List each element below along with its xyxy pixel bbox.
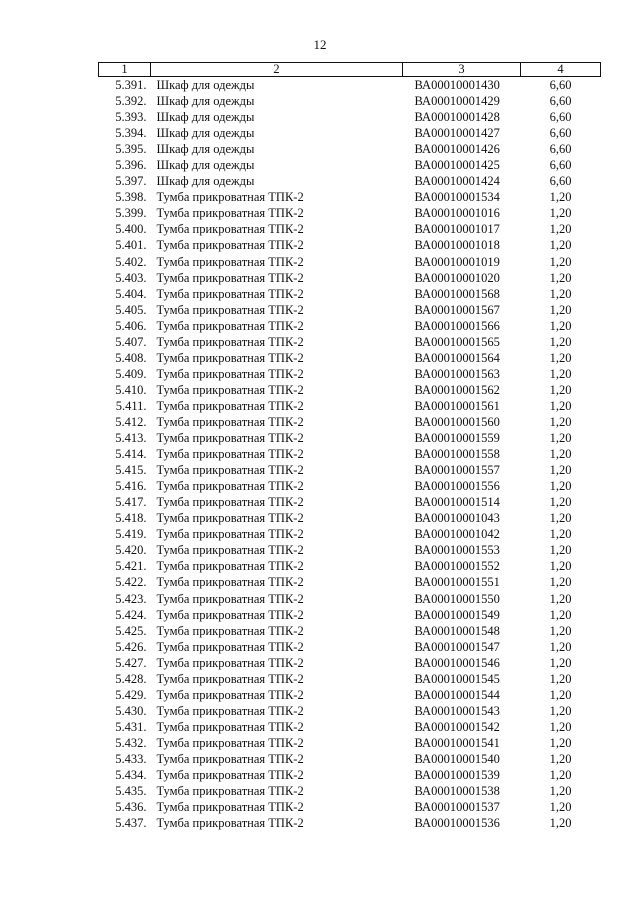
item-value: 1,20 (549, 751, 572, 766)
row-number: 5.405. (115, 302, 147, 317)
item-value: 1,20 (549, 447, 572, 462)
inventory-code: ВА00010001547 (414, 639, 500, 654)
item-name: Тумба прикроватная ТПК-2 (156, 398, 304, 413)
row-number: 5.404. (115, 286, 147, 301)
inventory-code: ВА00010001563 (414, 366, 500, 381)
inventory-code: ВА00010001546 (414, 655, 500, 670)
item-name: Тумба прикроватная ТПК-2 (156, 703, 304, 718)
item-name: Тумба прикроватная ТПК-2 (156, 511, 304, 526)
table-row (99, 109, 601, 125)
row-number: 5.420. (115, 543, 147, 558)
table-row (99, 767, 601, 783)
item-value: 1,20 (549, 575, 572, 590)
row-number: 5.436. (115, 800, 147, 815)
row-number: 5.430. (115, 703, 147, 718)
row-number: 5.435. (115, 784, 147, 799)
item-name: Тумба прикроватная ТПК-2 (156, 302, 304, 317)
item-name: Тумба прикроватная ТПК-2 (156, 254, 304, 269)
row-number: 5.391. (115, 78, 147, 93)
item-value: 1,20 (549, 206, 572, 221)
table-row (99, 478, 601, 494)
inventory-code: ВА00010001544 (414, 687, 500, 702)
table-row (99, 639, 601, 655)
item-name: Шкаф для одежды (156, 110, 255, 125)
inventory-code: ВА00010001430 (414, 78, 500, 93)
table-row (99, 270, 601, 286)
row-number: 5.409. (115, 366, 147, 381)
row-number: 5.423. (115, 591, 147, 606)
item-value: 1,20 (549, 270, 572, 285)
inventory-code: ВА00010001566 (414, 318, 500, 333)
item-value: 1,20 (549, 735, 572, 750)
column-header-4: 4 (521, 63, 601, 77)
item-value: 6,60 (549, 158, 572, 173)
item-name: Тумба прикроватная ТПК-2 (156, 671, 304, 686)
item-name: Тумба прикроватная ТПК-2 (156, 527, 304, 542)
inventory-code: ВА00010001567 (414, 302, 500, 317)
inventory-code: ВА00010001538 (414, 784, 500, 799)
table-row (99, 591, 601, 607)
item-value: 6,60 (549, 78, 572, 93)
table-row (99, 254, 601, 270)
page-number: 12 (313, 37, 327, 52)
inventory-code: ВА00010001043 (414, 511, 500, 526)
inventory-code: ВА00010001541 (414, 735, 500, 750)
table-row (99, 558, 601, 574)
item-name: Шкаф для одежды (156, 174, 255, 189)
item-value: 1,20 (549, 784, 572, 799)
item-name: Тумба прикроватная ТПК-2 (156, 751, 304, 766)
item-name: Тумба прикроватная ТПК-2 (156, 222, 304, 237)
item-value: 1,20 (549, 463, 572, 478)
item-value: 1,20 (549, 623, 572, 638)
row-number: 5.422. (115, 575, 147, 590)
table-row (99, 350, 601, 366)
table-row (99, 719, 601, 735)
inventory-code: ВА00010001426 (414, 142, 500, 157)
item-name: Тумба прикроватная ТПК-2 (156, 816, 304, 831)
table-row (99, 783, 601, 799)
inventory-code: ВА00010001424 (414, 174, 500, 189)
inventory-code: ВА00010001568 (414, 286, 500, 301)
table-row (99, 574, 601, 590)
item-value: 1,20 (549, 302, 572, 317)
table-row (99, 205, 601, 221)
table-row (99, 799, 601, 815)
row-number: 5.412. (115, 415, 147, 429)
table-row (99, 703, 601, 719)
row-number: 5.428. (115, 671, 147, 686)
row-number: 5.400. (115, 222, 147, 237)
item-name: Тумба прикроватная ТПК-2 (156, 623, 304, 638)
inventory-code: ВА00010001551 (414, 575, 500, 590)
table-row (99, 221, 601, 237)
row-number: 5.408. (115, 350, 147, 365)
item-value: 6,60 (549, 142, 572, 157)
item-name: Шкаф для одежды (156, 94, 255, 109)
inventory-code: ВА00010001557 (414, 463, 500, 478)
item-value: 1,20 (549, 671, 572, 686)
item-value: 1,20 (549, 591, 572, 606)
inventory-code: ВА00010001564 (414, 350, 500, 365)
row-number: 5.421. (115, 559, 147, 574)
item-value: 1,20 (549, 254, 572, 269)
inventory-code: ВА00010001427 (414, 126, 500, 141)
row-number: 5.437. (115, 816, 147, 831)
item-name: Тумба прикроватная ТПК-2 (156, 206, 304, 221)
table-row (99, 751, 601, 767)
item-name: Тумба прикроватная ТПК-2 (156, 784, 304, 799)
inventory-code: ВА00010001016 (414, 206, 500, 221)
item-value: 1,20 (549, 800, 572, 815)
row-number: 5.419. (115, 527, 147, 542)
table-row (99, 607, 601, 623)
inventory-code: ВА00010001560 (414, 415, 500, 429)
table-row (99, 735, 601, 751)
item-name: Тумба прикроватная ТПК-2 (156, 463, 304, 478)
row-number: 5.429. (115, 687, 147, 702)
inventory-code: ВА00010001562 (414, 382, 500, 397)
inventory-code: ВА00010001534 (414, 190, 500, 205)
item-value: 1,20 (549, 238, 572, 253)
item-name: Тумба прикроватная ТПК-2 (156, 543, 304, 558)
item-value: 6,60 (549, 126, 572, 141)
item-name: Тумба прикроватная ТПК-2 (156, 607, 304, 622)
table-row (99, 302, 601, 318)
item-name: Тумба прикроватная ТПК-2 (156, 318, 304, 333)
item-name: Тумба прикроватная ТПК-2 (156, 495, 304, 510)
row-number: 5.397. (115, 174, 147, 189)
item-name: Тумба прикроватная ТПК-2 (156, 447, 304, 462)
inventory-code: ВА00010001428 (414, 110, 500, 125)
table-row (99, 623, 601, 639)
table-row (99, 334, 601, 350)
item-name: Тумба прикроватная ТПК-2 (156, 431, 304, 446)
inventory-table (98, 62, 601, 831)
item-value: 1,20 (549, 703, 572, 718)
inventory-code: ВА00010001536 (414, 816, 500, 831)
inventory-code: ВА00010001018 (414, 238, 500, 253)
item-name: Тумба прикроватная ТПК-2 (156, 415, 304, 429)
column-header-1: 1 (99, 63, 151, 77)
item-value: 1,20 (549, 334, 572, 349)
inventory-code: ВА00010001514 (414, 495, 500, 510)
table-row (99, 382, 601, 398)
row-number: 5.402. (115, 254, 147, 269)
item-name: Тумба прикроватная ТПК-2 (156, 479, 304, 494)
row-number: 5.433. (115, 751, 147, 766)
row-number: 5.411. (115, 398, 147, 413)
item-name: Шкаф для одежды (156, 142, 255, 157)
inventory-code: ВА00010001020 (414, 270, 500, 285)
inventory-code: ВА00010001537 (414, 800, 500, 815)
item-value: 6,60 (549, 174, 572, 189)
column-header-3: 3 (403, 63, 521, 77)
inventory-code: ВА00010001539 (414, 768, 500, 783)
row-number: 5.396. (115, 158, 147, 173)
item-name: Тумба прикроватная ТПК-2 (156, 190, 304, 205)
item-value: 1,20 (549, 350, 572, 365)
item-value: 1,20 (549, 511, 572, 526)
inventory-code: ВА00010001042 (414, 527, 500, 542)
inventory-code: ВА00010001545 (414, 671, 500, 686)
item-name: Шкаф для одежды (156, 78, 255, 93)
table-row (99, 510, 601, 526)
inventory-code: ВА00010001548 (414, 623, 500, 638)
item-name: Шкаф для одежды (156, 126, 255, 141)
item-value: 1,20 (549, 190, 572, 205)
item-name: Тумба прикроватная ТПК-2 (156, 591, 304, 606)
inventory-code: ВА00010001556 (414, 479, 500, 494)
row-number: 5.425. (115, 623, 147, 638)
item-name: Тумба прикроватная ТПК-2 (156, 270, 304, 285)
item-name: Тумба прикроватная ТПК-2 (156, 286, 304, 301)
table-row (99, 671, 601, 687)
item-name: Тумба прикроватная ТПК-2 (156, 639, 304, 654)
row-number: 5.401. (115, 238, 147, 253)
row-number: 5.392. (115, 94, 147, 109)
inventory-code: ВА00010001425 (414, 158, 500, 173)
row-number: 5.414. (115, 447, 147, 462)
table-row (99, 398, 601, 414)
inventory-code: ВА00010001543 (414, 703, 500, 718)
table-row (99, 318, 601, 334)
table-row (99, 77, 601, 94)
inventory-code: ВА00010001550 (414, 591, 500, 606)
item-name: Тумба прикроватная ТПК-2 (156, 719, 304, 734)
inventory-code: ВА00010001542 (414, 719, 500, 734)
item-name: Тумба прикроватная ТПК-2 (156, 735, 304, 750)
item-value: 1,20 (549, 543, 572, 558)
item-name: Тумба прикроватная ТПК-2 (156, 238, 304, 253)
table-header (99, 63, 601, 77)
item-value: 1,20 (549, 479, 572, 494)
item-value: 1,20 (549, 366, 572, 381)
inventory-code: ВА00010001565 (414, 334, 500, 349)
table-row (99, 446, 601, 462)
item-value: 1,20 (549, 318, 572, 333)
column-header-2: 2 (151, 63, 403, 77)
table-row (99, 189, 601, 205)
item-name: Тумба прикроватная ТПК-2 (156, 366, 304, 381)
table-body (99, 77, 601, 832)
row-number: 5.424. (115, 607, 147, 622)
table-row (99, 141, 601, 157)
table-row (99, 237, 601, 253)
item-value: 1,20 (549, 286, 572, 301)
item-value: 1,20 (549, 607, 572, 622)
row-number: 5.406. (115, 318, 147, 333)
item-value: 6,60 (549, 110, 572, 125)
item-value: 1,20 (549, 527, 572, 542)
inventory-code: ВА00010001540 (414, 751, 500, 766)
row-number: 5.432. (115, 735, 147, 750)
item-value: 1,20 (549, 222, 572, 237)
item-value: 1,20 (549, 495, 572, 510)
row-number: 5.431. (115, 719, 147, 734)
item-value: 1,20 (549, 719, 572, 734)
row-number: 5.413. (115, 431, 147, 446)
item-name: Тумба прикроватная ТПК-2 (156, 655, 304, 670)
inventory-code: ВА00010001552 (414, 559, 500, 574)
inventory-code: ВА00010001017 (414, 222, 500, 237)
row-number: 5.418. (115, 511, 147, 526)
header-row (99, 63, 601, 77)
row-number: 5.393. (115, 110, 147, 125)
row-number: 5.417. (115, 495, 147, 510)
row-number: 5.403. (115, 270, 147, 285)
inventory-code: ВА00010001019 (414, 254, 500, 269)
item-name: Тумба прикроватная ТПК-2 (156, 575, 304, 590)
table-row (99, 125, 601, 141)
item-value: 1,20 (549, 816, 572, 831)
item-value: 1,20 (549, 687, 572, 702)
table-row (99, 93, 601, 109)
row-number: 5.415. (115, 463, 147, 478)
table-row (99, 366, 601, 382)
item-name: Тумба прикроватная ТПК-2 (156, 768, 304, 783)
item-name: Тумба прикроватная ТПК-2 (156, 559, 304, 574)
table-row (99, 542, 601, 558)
row-number: 5.410. (115, 382, 147, 397)
table-row (99, 815, 601, 831)
row-number: 5.394. (115, 126, 147, 141)
item-name: Тумба прикроватная ТПК-2 (156, 382, 304, 397)
item-value: 1,20 (549, 398, 572, 413)
inventory-code: ВА00010001561 (414, 398, 500, 413)
table-row (99, 157, 601, 173)
row-number: 5.427. (115, 655, 147, 670)
item-value: 1,20 (549, 768, 572, 783)
item-value: 1,20 (549, 415, 572, 429)
row-number: 5.434. (115, 768, 147, 783)
table-row (99, 462, 601, 478)
row-number: 5.426. (115, 639, 147, 654)
item-name: Шкаф для одежды (156, 158, 255, 173)
table-row (99, 414, 601, 430)
inventory-code: ВА00010001549 (414, 607, 500, 622)
table-row (99, 526, 601, 542)
item-value: 1,20 (549, 382, 572, 397)
table-row (99, 655, 601, 671)
item-name: Тумба прикроватная ТПК-2 (156, 687, 304, 702)
inventory-code: ВА00010001559 (414, 431, 500, 446)
table-row (99, 286, 601, 302)
item-name: Тумба прикроватная ТПК-2 (156, 334, 304, 349)
inventory-code: ВА00010001558 (414, 447, 500, 462)
table-row (99, 173, 601, 189)
inventory-code: ВА00010001429 (414, 94, 500, 109)
table-row (99, 494, 601, 510)
row-number: 5.416. (115, 479, 147, 494)
item-value: 1,20 (549, 431, 572, 446)
item-value: 1,20 (549, 639, 572, 654)
row-number: 5.399. (115, 206, 147, 221)
row-number: 5.395. (115, 142, 147, 157)
item-name: Тумба прикроватная ТПК-2 (156, 800, 304, 815)
inventory-code: ВА00010001553 (414, 543, 500, 558)
table-row (99, 687, 601, 703)
row-number: 5.398. (115, 190, 147, 205)
table-row (99, 430, 601, 446)
row-number: 5.407. (115, 334, 147, 349)
item-value: 6,60 (549, 94, 572, 109)
item-value: 1,20 (549, 655, 572, 670)
item-value: 1,20 (549, 559, 572, 574)
item-name: Тумба прикроватная ТПК-2 (156, 350, 304, 365)
